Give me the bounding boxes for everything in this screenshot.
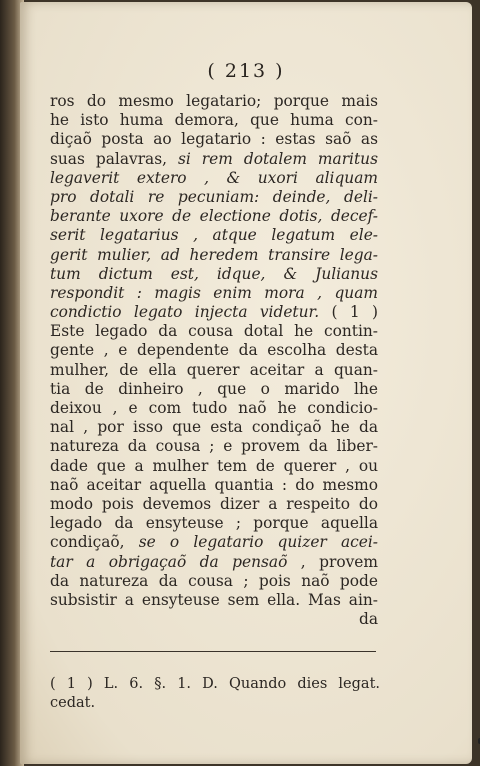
text-segment: legado da ensyteuse ; porque aquella xyxy=(50,514,378,533)
text-segment: nal , por isso que esta condiçaõ he da xyxy=(50,418,378,437)
text-line xyxy=(50,418,378,437)
text-line xyxy=(50,361,378,380)
text-line xyxy=(50,284,378,303)
italic-text: tum dictum est, idque, & Julianus xyxy=(50,264,378,283)
italic-text: gerit mulier, ad heredem transire lega- xyxy=(50,245,378,264)
text-segment: condiçaõ, xyxy=(50,533,139,552)
text-segment: natureza da cousa ; e provem da liber- xyxy=(50,437,378,456)
italic-text: condictio legato injecta videtur. xyxy=(50,303,320,322)
text-segment: Este legado da cousa dotal he contin- xyxy=(50,322,378,341)
italic-text: tar a obrigaçaõ da pensaõ xyxy=(50,552,288,571)
italic-text: berante uxore de electione dotis, decef- xyxy=(50,207,378,226)
text-line xyxy=(50,399,378,418)
footnote xyxy=(50,675,380,713)
text-line xyxy=(50,226,378,245)
text-line xyxy=(50,341,378,360)
text-line xyxy=(50,111,378,130)
italic-text: legaverit extero , & uxori aliquam xyxy=(50,168,378,187)
text-segment: deixou , e com tudo naõ he condicio- xyxy=(50,399,378,417)
text-line xyxy=(50,553,378,572)
text-segment: modo pois devemos dizer a respeito do xyxy=(50,494,378,513)
italic-text: respondit : magis enim mora , quam xyxy=(50,283,378,302)
body-text xyxy=(50,92,378,629)
text-line xyxy=(50,572,378,591)
text-line xyxy=(50,188,378,207)
text-line xyxy=(50,92,378,111)
footnote-rule xyxy=(50,651,376,652)
text-line xyxy=(50,533,378,552)
text-segment: suas palavras, xyxy=(50,149,178,168)
footnote-line: ( 1 ) L. 6. §. 1. D. Quando dies legat. xyxy=(50,676,380,692)
italic-text: si rem dotalem maritus xyxy=(178,149,378,168)
text-line xyxy=(50,610,378,629)
italic-text: pro dotali re pecuniam: deinde, deli- xyxy=(50,187,378,206)
footnote-line: cedat. xyxy=(50,695,96,712)
text-line xyxy=(50,150,378,169)
text-line xyxy=(50,303,378,322)
text-line xyxy=(50,591,378,610)
text-line xyxy=(50,246,378,265)
text-line xyxy=(50,169,378,188)
text-segment: subsistir a ensyteuse sem ella. Mas ain- xyxy=(50,590,378,609)
page-number: ( 213 ) xyxy=(207,60,285,82)
text-segment: gente , e dependente da escolha desta xyxy=(50,341,378,360)
text-line xyxy=(50,207,378,226)
italic-text: serit legatarius , atque legatum ele- xyxy=(50,226,378,245)
text-segment: dade que a mulher tem de querer , ou xyxy=(50,456,378,475)
text-segment: he isto huma demora, que huma con- xyxy=(50,111,378,130)
text-segment: da xyxy=(358,610,378,629)
text-line xyxy=(50,130,378,149)
text-line xyxy=(50,514,378,533)
text-segment: ( 1 ) xyxy=(319,303,378,322)
text-segment: ros do mesmo legatario; porque mais xyxy=(50,92,378,110)
text-segment: diçaõ posta ao legatario : estas saõ as xyxy=(50,130,378,149)
text-segment: mulher, de ella querer aceitar a quan- xyxy=(50,360,378,379)
italic-text: se o legatario quizer acei- xyxy=(138,533,378,552)
text-line xyxy=(50,322,378,341)
text-line xyxy=(50,437,378,456)
text-segment: naõ aceitar aquella quantia : do mesmo xyxy=(50,475,378,494)
text-line xyxy=(50,476,378,495)
text-segment: , provem xyxy=(287,552,378,571)
text-segment: tia de dinheiro , que o marido lhe xyxy=(50,379,378,398)
text-segment: da natureza da cousa ; pois naõ pode xyxy=(50,571,378,590)
text-line xyxy=(50,457,378,476)
text-line xyxy=(50,265,378,284)
text-line xyxy=(50,380,378,399)
text-line xyxy=(50,495,378,514)
